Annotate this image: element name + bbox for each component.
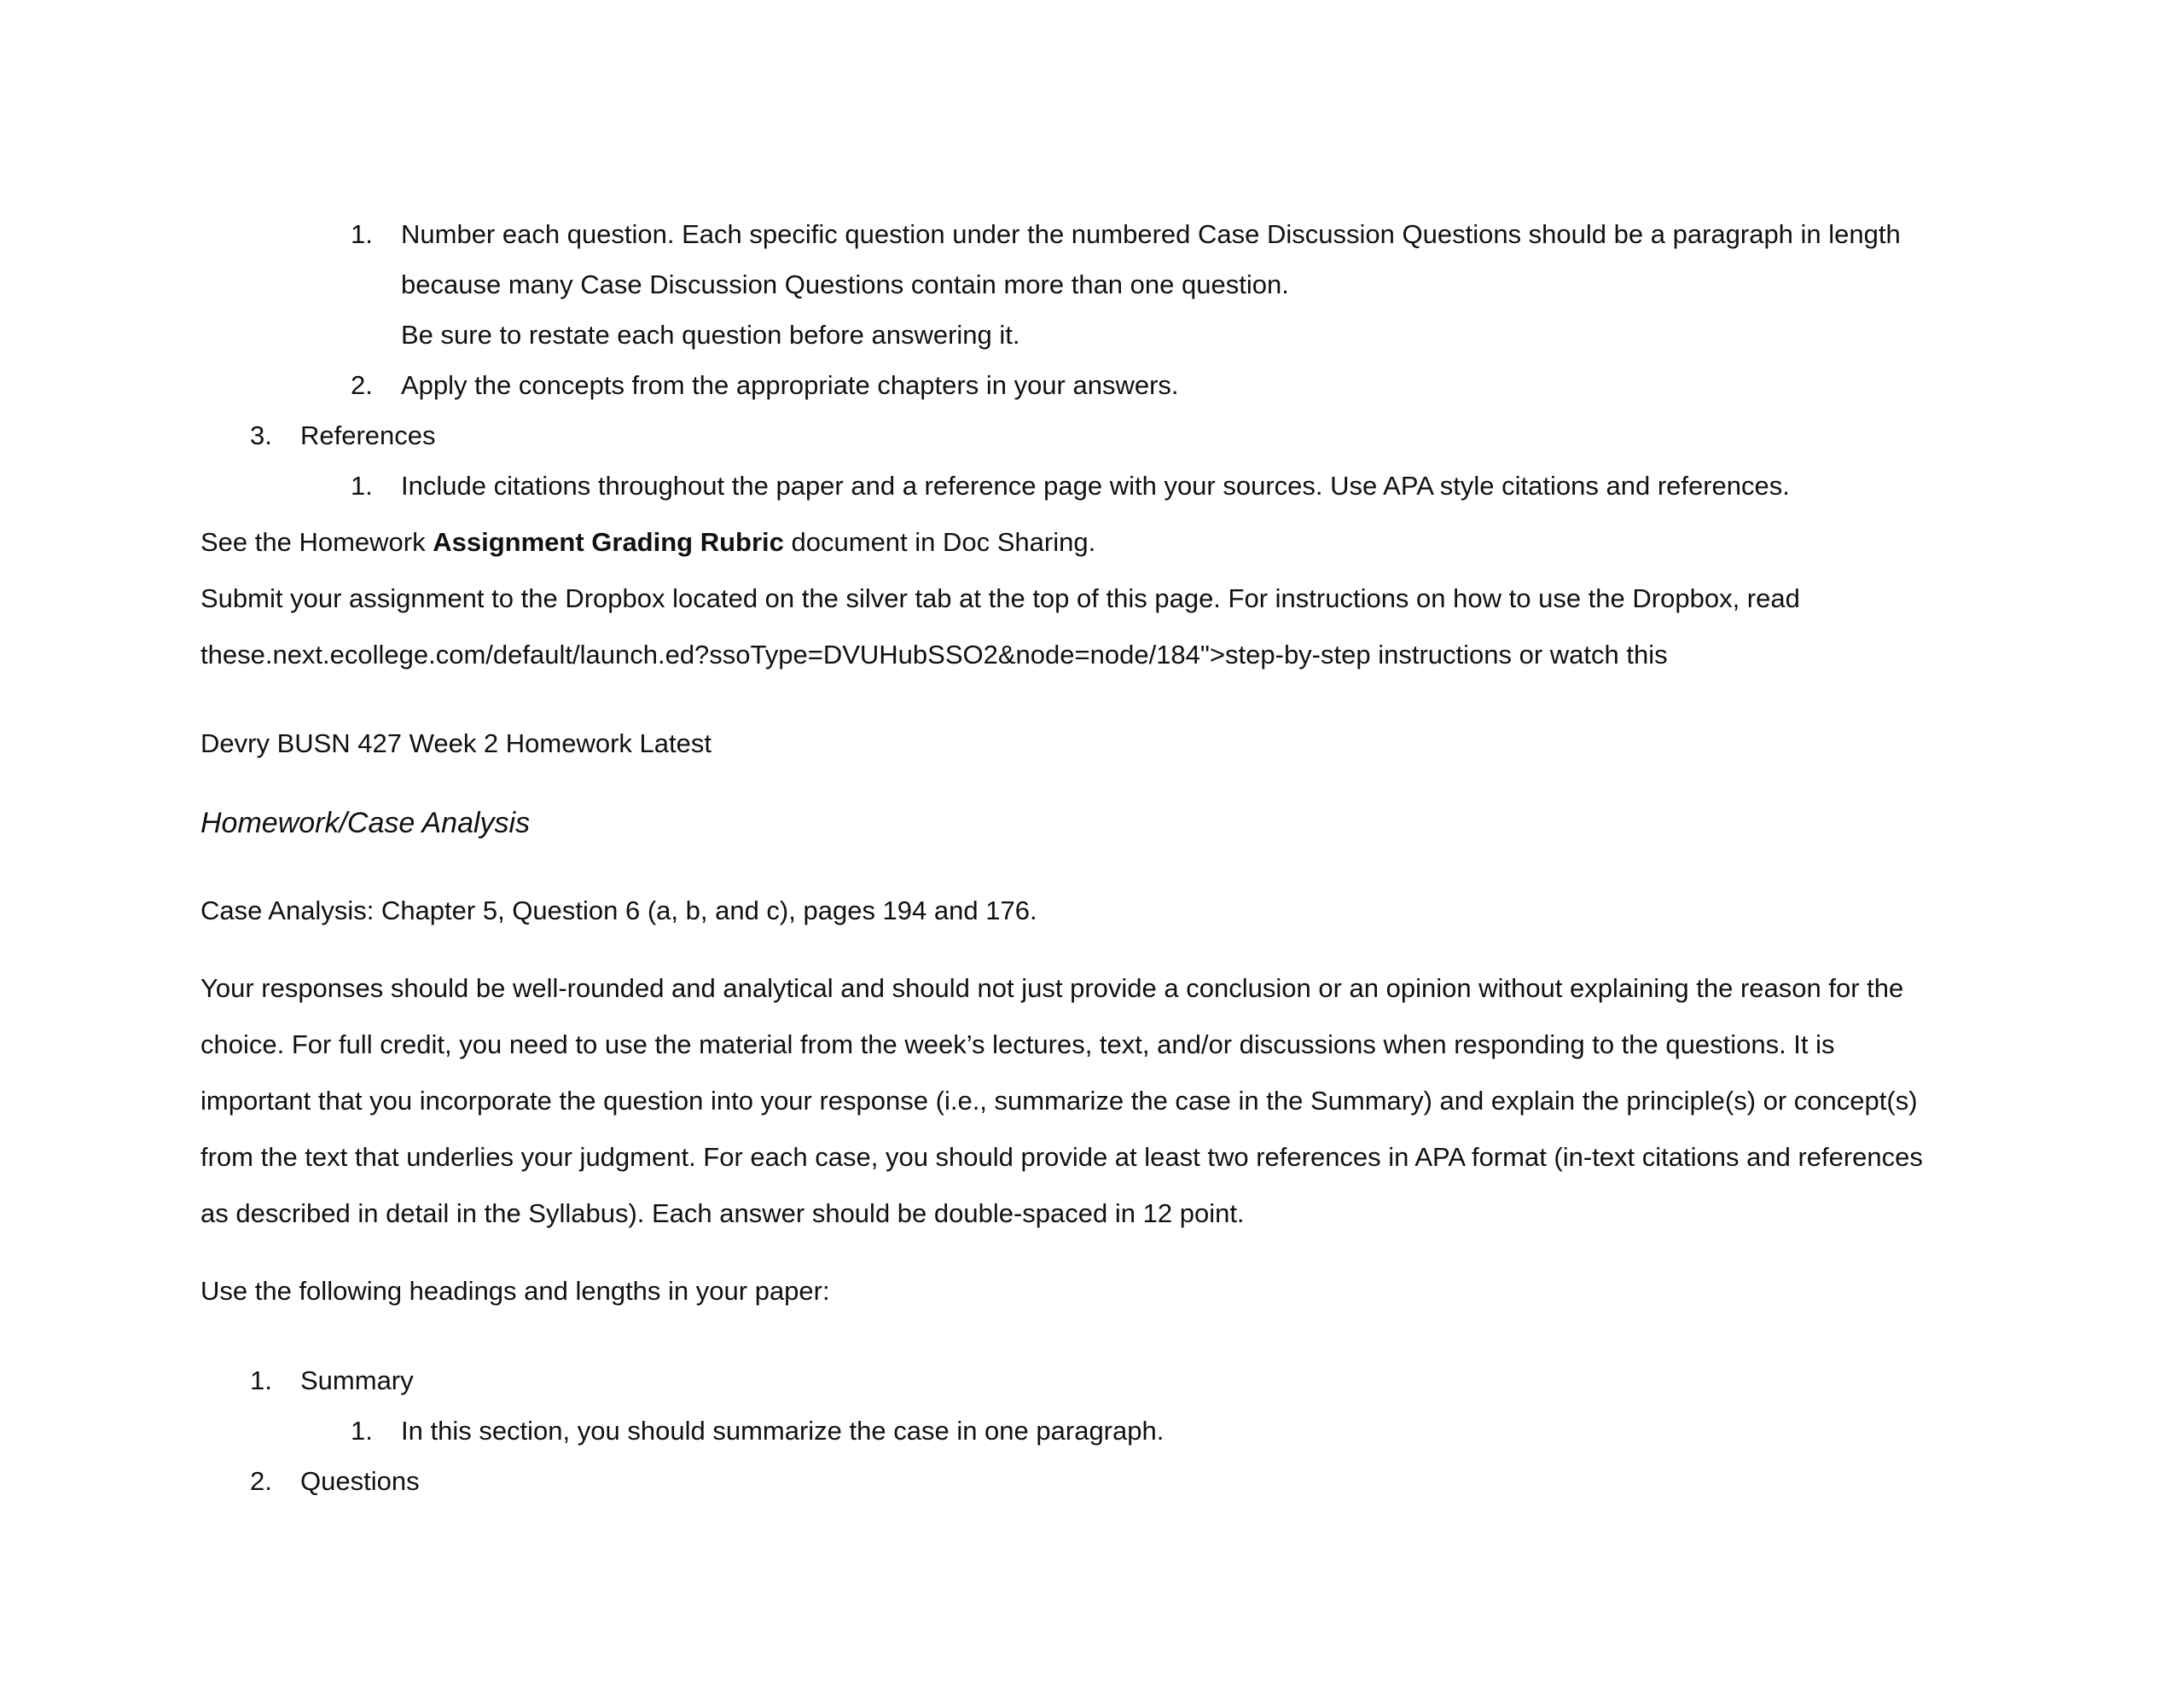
list-number: 3. [250, 420, 272, 450]
list-number: 1. [351, 1416, 373, 1446]
list-item-text: Include citations throughout the paper and a reference page with your sources. Use APA style citations and references. [401, 471, 1790, 501]
list-number: 1. [250, 1365, 272, 1395]
list-item-text: Be sure to restate each question before answering it. [401, 320, 1020, 350]
case-line: Case Analysis: Chapter 5, Question 6 (a, b, and c), pages 194 and 176. [200, 896, 1037, 925]
submit-text: Submit your assignment to the Dropbox located on the silver tab at the top of this page. For instructions on how to use the Dropbox, read [200, 583, 1800, 613]
submit-text: these.next.ecollege.com/default/launch.ed?ssoType=DVUHubSSO2&node=node/184">step-by-step instructions or watch this [200, 640, 1668, 670]
list-item-text: because many Case Discussion Questions contain more than one question. [401, 270, 1289, 299]
list-item-text: Summary [300, 1365, 414, 1395]
list-number: 1. [351, 219, 373, 249]
paragraph-line: as described in detail in the Syllabus). Each answer should be double-spaced in 12 point. [200, 1198, 1245, 1228]
rubric-line [200, 526, 1095, 558]
list-item-text: Apply the concepts from the appropriate chapters in your answers. [401, 370, 1179, 400]
rubric-suffix: document in Doc Sharing. [783, 527, 1096, 557]
section-heading: Homework/Case Analysis [200, 807, 531, 839]
list-item-text: References [300, 420, 436, 450]
list-number: 1. [351, 471, 373, 501]
paragraph-line: from the text that underlies your judgment. For each case, you should provide at least two references in APA format (in-text citations and references [200, 1142, 1923, 1172]
list-number: 2. [351, 370, 373, 400]
paragraph-line: Your responses should be well-rounded and analytical and should not just provide a conclusion or an opinion without explaining the reason for the [200, 973, 1904, 1003]
rubric-prefix: See the Homework [200, 527, 433, 557]
doc-title: Devry BUSN 427 Week 2 Homework Latest [200, 728, 712, 758]
paragraph-line: choice. For full credit, you need to use the material from the week’s lectures, text, and/or discussions when responding to the questions. It is [200, 1029, 1835, 1059]
paragraph-line: important that you incorporate the question into your response (i.e., summarize the case in the Summary) and explain the principle(s) or concept(s) [200, 1086, 1918, 1116]
headings-intro: Use the following headings and lengths in your paper: [200, 1276, 830, 1306]
list-number: 2. [250, 1466, 272, 1496]
rubric-bold: Assignment Grading Rubric [433, 527, 784, 557]
list-item-text: Number each question. Each specific question under the numbered Case Discussion Questions should be a paragraph in length [401, 219, 1901, 249]
list-item-text: In this section, you should summarize the case in one paragraph. [401, 1416, 1165, 1446]
list-item-text: Questions [300, 1466, 420, 1496]
